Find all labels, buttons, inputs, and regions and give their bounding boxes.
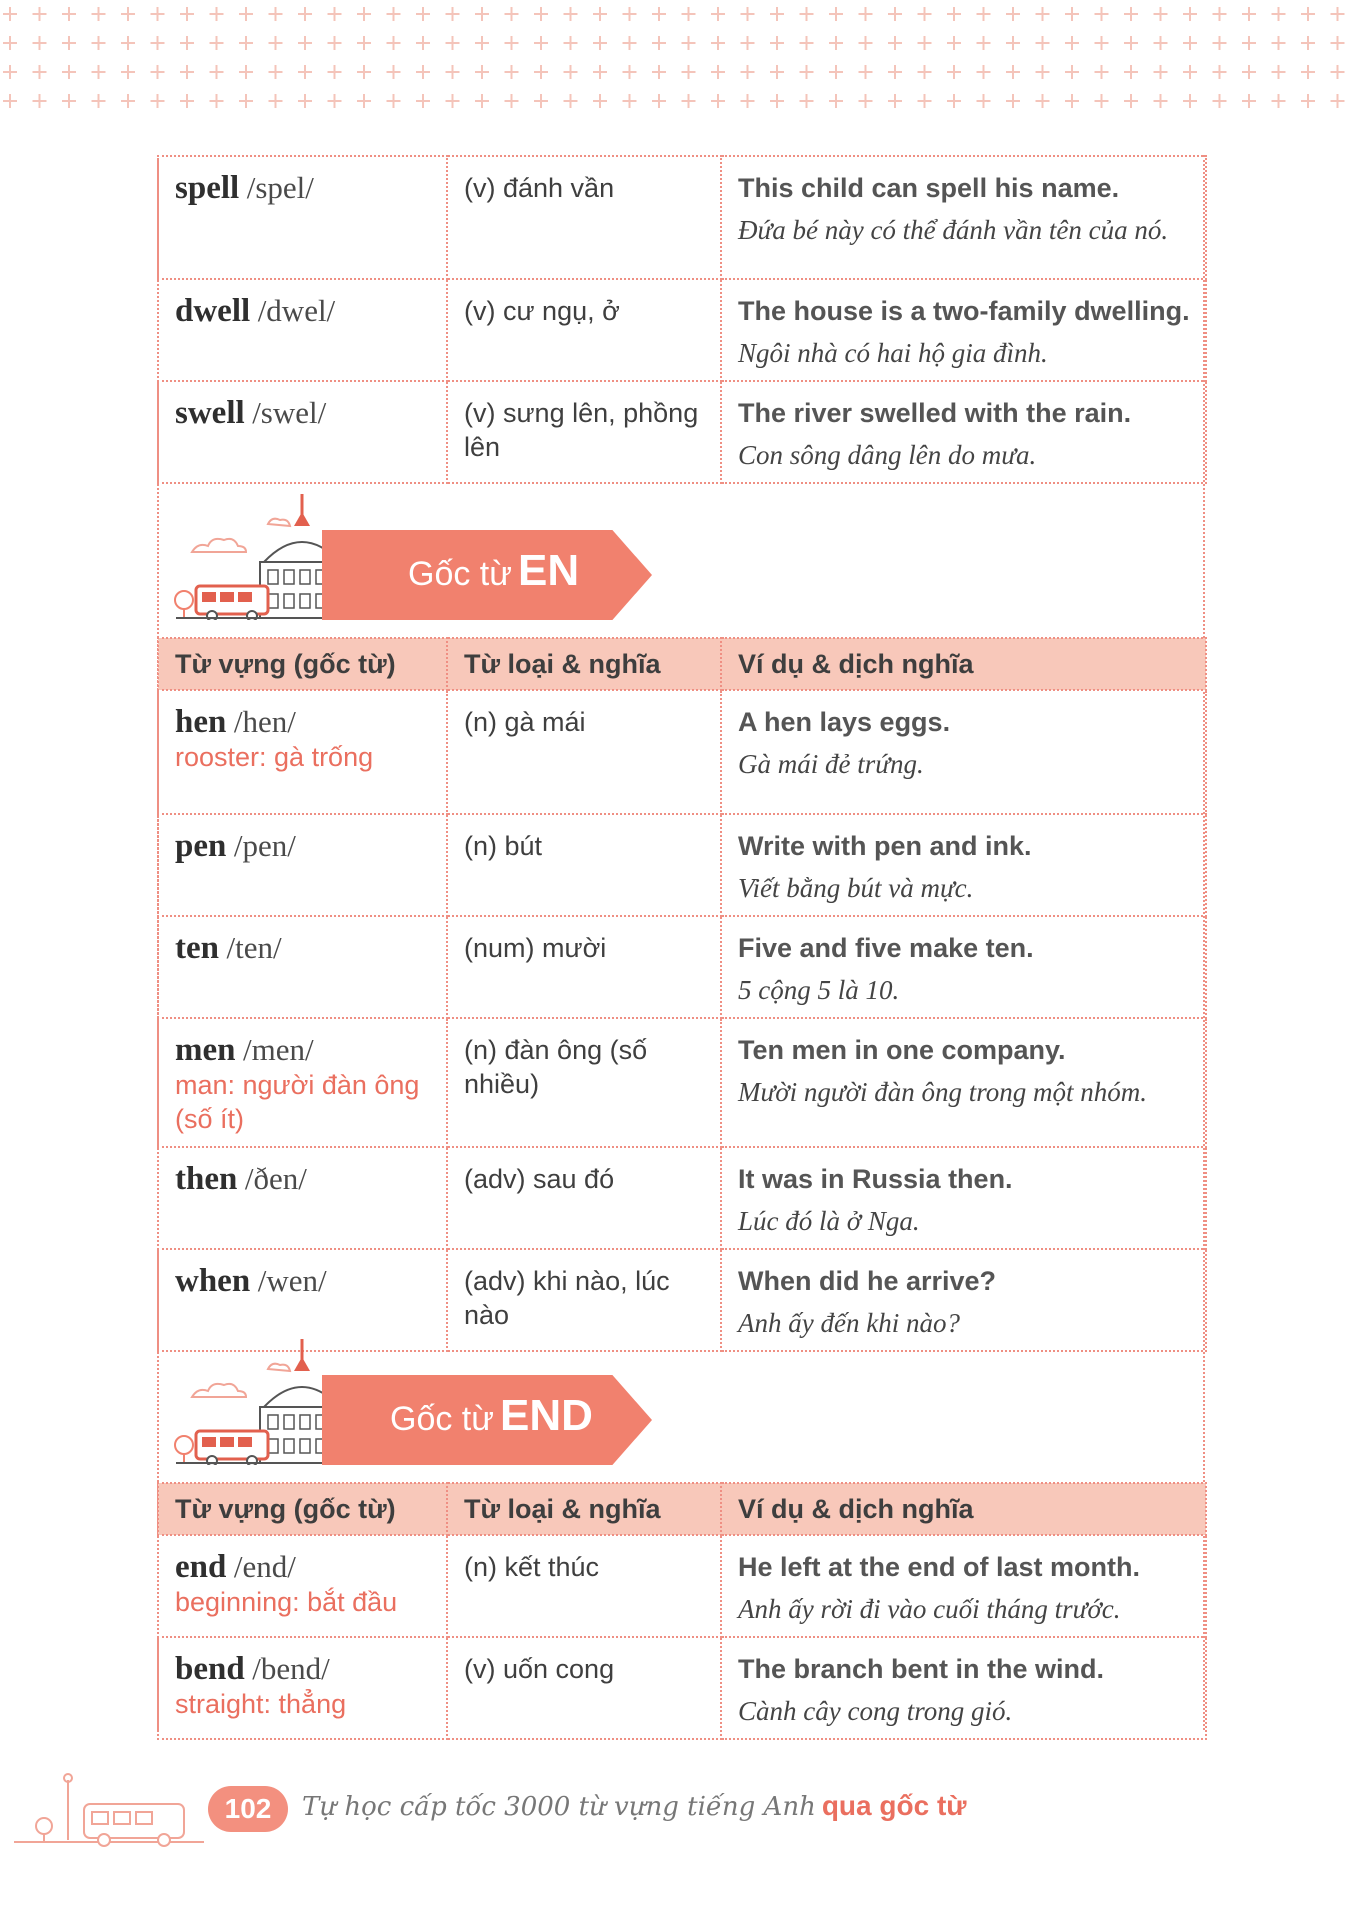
example-english: When did he arrive?: [738, 1266, 997, 1296]
vocab-word: ten: [175, 930, 219, 966]
table-row: [158, 156, 1206, 279]
vocab-cell: [158, 1147, 447, 1249]
example-english: Five and five make ten.: [738, 933, 1034, 963]
vocab-cell: [158, 916, 447, 1018]
word-meaning: (n) bút: [464, 831, 543, 861]
example-cell: [721, 156, 1206, 279]
vocab-table-continued: [157, 155, 1207, 484]
header-meaning: Từ loại & nghĩa: [447, 638, 721, 690]
meaning-cell: [447, 279, 721, 381]
header-example: Ví dụ & dịch nghĩa: [721, 1483, 1206, 1535]
example-cell: [721, 1535, 1206, 1637]
vocab-word: hen: [175, 704, 227, 740]
book-title: [302, 1790, 967, 1822]
word-meaning: (v) đánh vần: [464, 173, 615, 203]
example-cell: [721, 916, 1206, 1018]
vocab-cell: [158, 814, 447, 916]
banner-root: EN: [518, 546, 580, 595]
vocab-table-end: [157, 1482, 1207, 1740]
banner-root: END: [500, 1391, 593, 1440]
meaning-cell: [447, 690, 721, 814]
vocab-word: then: [175, 1161, 238, 1197]
example-vietnamese: Đứa bé này có thể đánh vần tên của nó.: [738, 215, 1169, 245]
example-cell: [721, 1637, 1206, 1739]
table-header-row: [158, 638, 1206, 690]
vocab-ipa: /pen/: [233, 828, 296, 863]
meaning-cell: [447, 381, 721, 483]
book-title-accent: qua gốc từ: [821, 1790, 967, 1821]
example-cell: [721, 381, 1206, 483]
example-english: Write with pen and ink.: [738, 831, 1032, 861]
vocab-word: pen: [175, 828, 227, 864]
example-english: The river swelled with the rain.: [738, 398, 1132, 428]
vocab-word: swell: [175, 395, 245, 431]
table-row: [158, 814, 1206, 916]
root-banner-end: [172, 1335, 652, 1465]
table-row: [158, 1018, 1206, 1147]
word-meaning: (v) uốn cong: [464, 1654, 615, 1684]
header-meaning: Từ loại & nghĩa: [447, 1483, 721, 1535]
example-vietnamese: Cành cây cong trong gió.: [738, 1696, 1013, 1726]
word-meaning: (v) sưng lên, phồng lên: [464, 398, 699, 462]
example-english: It was in Russia then.: [738, 1164, 1013, 1194]
vocab-cell: [158, 1018, 447, 1147]
example-english: The house is a two-family dwelling.: [738, 296, 1190, 326]
example-vietnamese: Con sông dâng lên do mưa.: [738, 440, 1037, 470]
banner-prefix: Gốc từ: [390, 1400, 495, 1438]
example-vietnamese: 5 cộng 5 là 10.: [738, 975, 900, 1005]
example-cell: [721, 1147, 1206, 1249]
vocab-word: bend: [175, 1651, 245, 1687]
book-title-text: Tự học cấp tốc 3000 từ vựng tiếng Anh: [302, 1792, 816, 1822]
meaning-cell: [447, 814, 721, 916]
vocab-ipa: /swel/: [252, 395, 327, 430]
page-footer: [0, 1760, 1355, 1860]
vocab-ipa: /end/: [233, 1549, 296, 1584]
example-english: The branch bent in the wind.: [738, 1654, 1105, 1684]
example-vietnamese: Anh ấy rời đi vào cuối tháng trước.: [738, 1594, 1121, 1624]
example-english: Ten men in one company.: [738, 1035, 1066, 1065]
vocab-word: when: [175, 1263, 251, 1299]
table-row: [158, 381, 1206, 483]
plus-pattern-decoration: [0, 0, 1355, 122]
meaning-cell: [447, 916, 721, 1018]
table-row: [158, 916, 1206, 1018]
meaning-cell: [447, 1147, 721, 1249]
root-banner-en: [172, 490, 652, 620]
vocab-word: spell: [175, 170, 240, 206]
header-vocab: Từ vựng (gốc từ): [158, 638, 447, 690]
vocab-ipa: /ten/: [226, 930, 282, 965]
example-english: He left at the end of last month.: [738, 1552, 1141, 1582]
word-meaning: (n) đàn ông (số nhiều): [464, 1035, 648, 1099]
word-meaning: (num) mười: [464, 933, 607, 963]
vocab-cell: [158, 156, 447, 279]
meaning-cell: [447, 1535, 721, 1637]
word-meaning: (adv) khi nào, lúc nào: [464, 1266, 670, 1330]
vocab-word: end: [175, 1549, 227, 1585]
example-vietnamese: Lúc đó là ở Nga.: [738, 1206, 920, 1236]
vocab-ipa: /spel/: [246, 170, 314, 205]
example-vietnamese: Gà mái đẻ trứng.: [738, 749, 924, 779]
meaning-cell: [447, 1018, 721, 1147]
example-cell: [721, 279, 1206, 381]
vocab-cell: [158, 381, 447, 483]
table-row: [158, 279, 1206, 381]
meaning-cell: [447, 156, 721, 279]
vocab-cell: [158, 279, 447, 381]
vocab-ipa: /bend/: [252, 1651, 330, 1686]
banner-label: [408, 546, 579, 596]
example-cell: [721, 1018, 1206, 1147]
word-meaning: (v) cư ngụ, ở: [464, 296, 620, 326]
example-vietnamese: Anh ấy đến khi nào?: [738, 1308, 960, 1338]
related-word: man: người đàn ông (số ít): [175, 1070, 420, 1134]
vocab-word: men: [175, 1032, 236, 1068]
banner-prefix: Gốc từ: [408, 555, 513, 593]
example-english: This child can spell his name.: [738, 173, 1120, 203]
example-vietnamese: Viết bằng bút và mực.: [738, 873, 974, 903]
table-row: [158, 1637, 1206, 1739]
related-word: rooster: gà trống: [175, 742, 374, 772]
example-cell: [721, 1249, 1206, 1351]
vocab-cell: [158, 690, 447, 814]
example-vietnamese: Ngôi nhà có hai hộ gia đình.: [738, 338, 1048, 368]
word-meaning: (adv) sau đó: [464, 1164, 615, 1194]
vocab-ipa: /ðen/: [244, 1161, 307, 1196]
page-number-badge: 102: [208, 1786, 288, 1832]
example-vietnamese: Mười người đàn ông trong một nhóm.: [738, 1077, 1148, 1107]
vocab-ipa: /dwel/: [257, 293, 336, 328]
vocab-word: dwell: [175, 293, 251, 329]
meaning-cell: [447, 1637, 721, 1739]
example-english: A hen lays eggs.: [738, 707, 951, 737]
word-meaning: (n) kết thúc: [464, 1552, 600, 1582]
footer-bus-illustration-icon: [14, 1760, 214, 1860]
header-example: Ví dụ & dịch nghĩa: [721, 638, 1206, 690]
word-meaning: (n) gà mái: [464, 707, 586, 737]
related-word: beginning: bắt đầu: [175, 1587, 398, 1617]
vocab-cell: [158, 1637, 447, 1739]
table-row: [158, 1535, 1206, 1637]
vocab-table-en: [157, 637, 1207, 1352]
vocab-ipa: /hen/: [233, 704, 296, 739]
vocab-ipa: /wen/: [257, 1263, 327, 1298]
banner-label: [390, 1391, 593, 1441]
example-cell: [721, 814, 1206, 916]
related-word: straight: thẳng: [175, 1689, 347, 1719]
table-row: [158, 690, 1206, 814]
vocab-cell: [158, 1535, 447, 1637]
table-header-row: [158, 1483, 1206, 1535]
vocab-ipa: /men/: [243, 1032, 314, 1067]
example-cell: [721, 690, 1206, 814]
table-row: [158, 1147, 1206, 1249]
header-vocab: Từ vựng (gốc từ): [158, 1483, 447, 1535]
